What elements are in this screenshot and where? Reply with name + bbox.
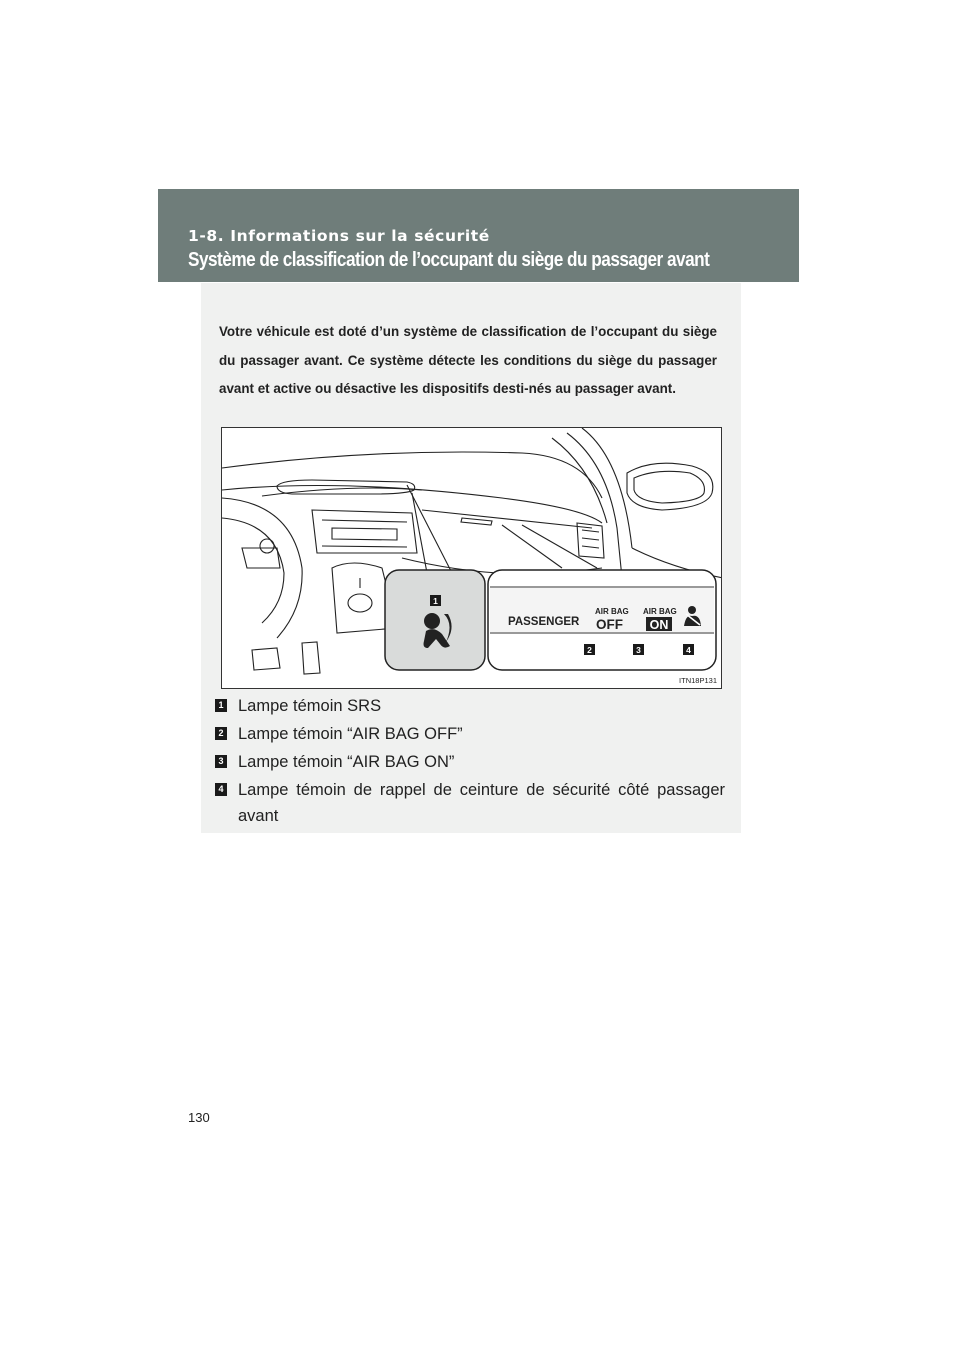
- page-number: 130: [188, 1110, 210, 1125]
- page-title: Système de classification de l’occupant du siège du passager avant: [188, 249, 710, 271]
- legend-number-badge: 2: [215, 727, 227, 740]
- airbag-on-label: ON: [649, 618, 669, 632]
- legend-item: [215, 777, 725, 829]
- legend-item: [215, 693, 725, 719]
- callout-1: 1: [433, 596, 438, 606]
- passenger-label: PASSENGER: [508, 616, 580, 628]
- callout-3: 3: [636, 645, 641, 655]
- legend-text: Lampe témoin “AIR BAG OFF”: [238, 725, 463, 743]
- intro-paragraph: Votre véhicule est doté d’un système de classification de l’occupant du siège du passager avant. Ce système détecte les conditions du siège du passager avant et active ou désactive les dispositifs desti-nés au passager avant.: [219, 324, 717, 396]
- dashboard-illustration: [221, 427, 722, 689]
- legend-number-badge: 4: [215, 783, 227, 796]
- legend-list: [215, 693, 725, 831]
- dashboard-drawing: [222, 428, 722, 689]
- legend-number-badge: 1: [215, 699, 227, 712]
- legend-text: Lampe témoin SRS: [238, 697, 382, 715]
- callout-4: 4: [686, 645, 691, 655]
- legend-text: Lampe témoin de rappel de ceinture de sécurité côté passager avant: [238, 781, 725, 825]
- airbag-off-label: OFF: [596, 617, 623, 632]
- legend-item: [215, 721, 725, 747]
- legend-number-badge: 3: [215, 755, 227, 768]
- airbag-on-top-label: AIR BAG: [643, 607, 677, 616]
- section-header: [158, 189, 799, 282]
- airbag-off-top-label: AIR BAG: [595, 607, 629, 616]
- content-box: [201, 283, 741, 833]
- legend-text: Lampe témoin “AIR BAG ON”: [238, 753, 455, 771]
- callout-2: 2: [587, 645, 592, 655]
- section-label: 1-8. Informations sur la sécurité: [188, 227, 490, 245]
- figure-id: ITN18P131: [679, 676, 717, 685]
- legend-item: [215, 749, 725, 775]
